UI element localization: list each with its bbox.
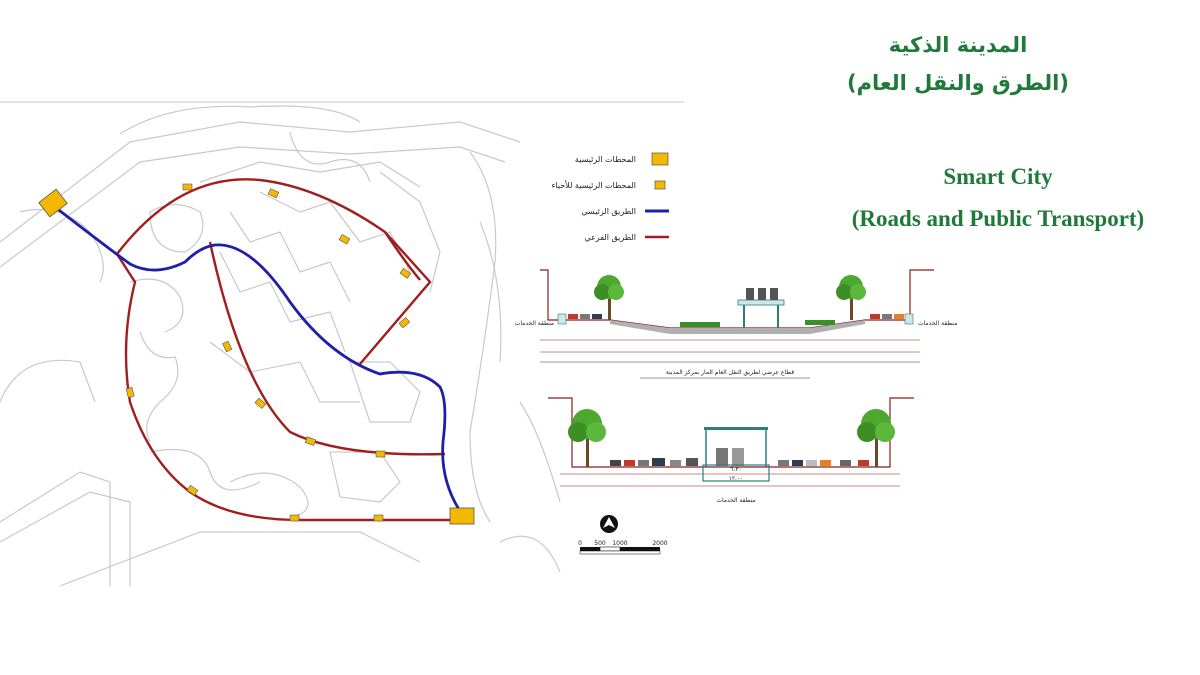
secondary-road-icon <box>644 230 670 244</box>
english-title-line2: (Roads and Public Transport) <box>851 206 1145 231</box>
road-cross-sections <box>514 262 958 572</box>
elevated-transit-icon <box>738 288 784 328</box>
tree-icon <box>568 409 606 467</box>
legend-item-main-station <box>520 152 670 172</box>
cross-section-2 <box>548 398 914 504</box>
tree-icon <box>836 275 866 320</box>
main-road-icon <box>644 204 670 218</box>
section1-caption: قطاع عرضي لطريق النقل العام المار بمركز المدينة <box>665 369 795 376</box>
section2-caption: منطقة الخدمات <box>716 497 756 504</box>
legend-item-main-road <box>520 204 670 224</box>
arabic-title <box>828 26 1088 102</box>
section2-dim-center: ١٢.٠٠ <box>728 475 744 482</box>
main-station-icon <box>650 152 670 166</box>
arabic-title-line1: المدينة الذكية <box>888 33 1028 57</box>
legend-label-district-station: المحطات الرئيسية للأحياء <box>551 181 636 190</box>
tree-icon <box>594 275 624 320</box>
scale-tick-1000: 1000 <box>612 540 628 547</box>
scale-tick-0: 0 <box>578 540 582 547</box>
north-arrow-icon <box>600 515 618 533</box>
english-title-line1: Smart City <box>943 164 1053 189</box>
legend-label-main-station: المحطات الرئيسية <box>574 155 636 164</box>
map-legend <box>520 150 682 258</box>
section2-dim-center-top: ٦.٣٠ <box>730 466 742 473</box>
section1-left-label: منطقة الخدمات <box>514 320 554 327</box>
legend-label-main-road: الطريق الرئيسي <box>581 207 636 216</box>
section1-right-label: منطقة الخدمات <box>918 320 958 327</box>
cross-section-1 <box>515 270 958 378</box>
main-station-se <box>450 508 474 524</box>
arabic-title-line2: (الطرق والنقل العام) <box>847 71 1069 95</box>
district-station-icon <box>650 178 670 192</box>
tram-station-icon <box>704 427 768 467</box>
legend-item-secondary-road <box>520 230 670 250</box>
scale-bar <box>578 540 668 554</box>
car-icons <box>568 314 904 319</box>
scale-tick-2000: 2000 <box>652 540 668 547</box>
english-title <box>818 156 1178 240</box>
scale-tick-500: 500 <box>594 540 606 547</box>
tree-icon <box>857 409 895 467</box>
legend-item-district-station <box>520 178 670 198</box>
legend-label-secondary-road: الطريق الفرعي <box>584 233 636 242</box>
